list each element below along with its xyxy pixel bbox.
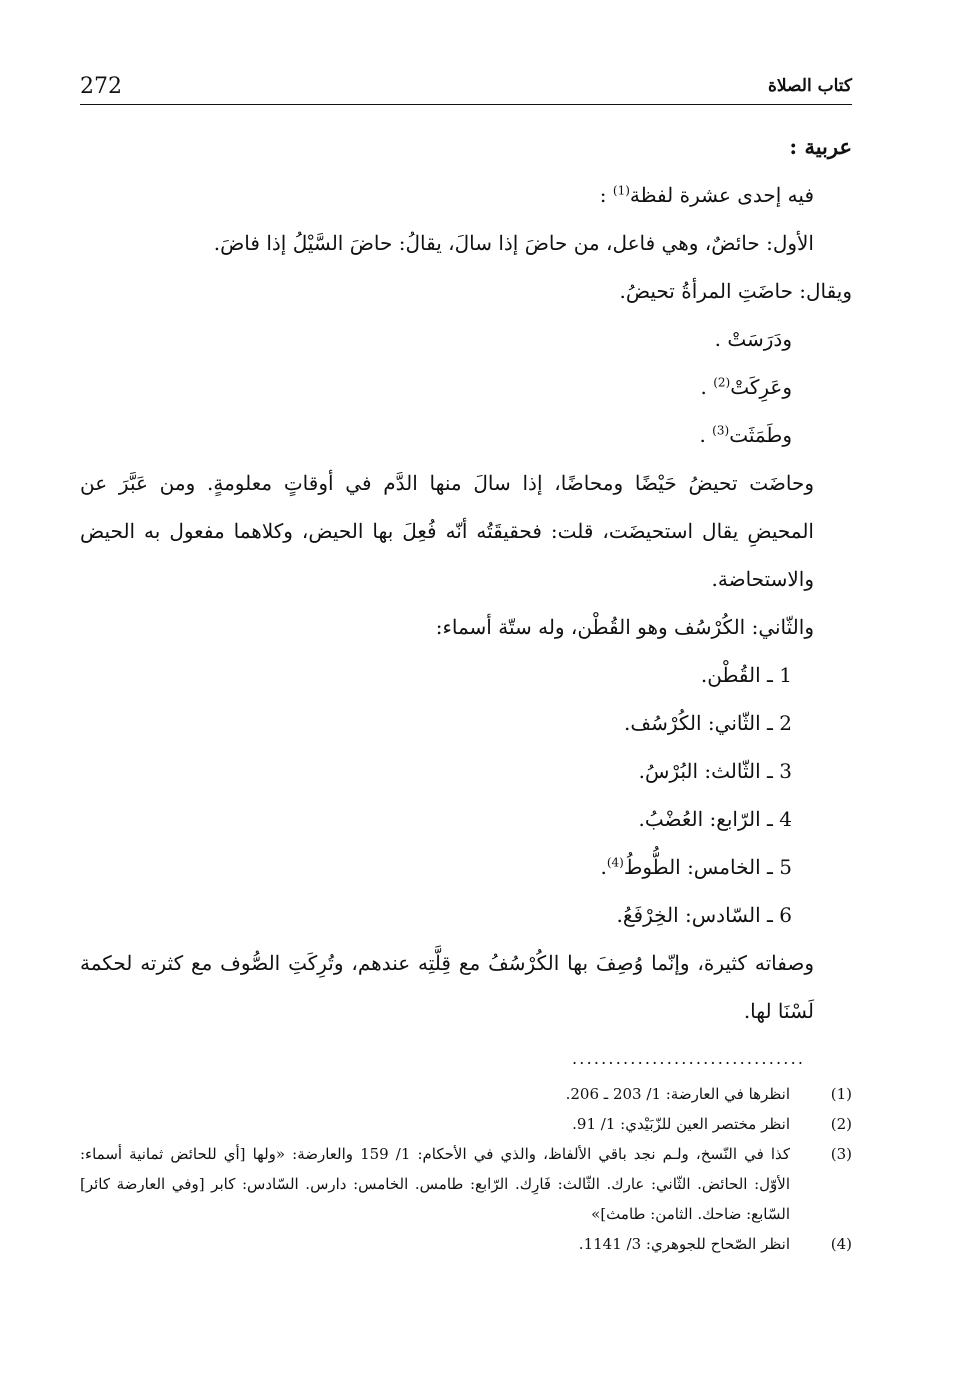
intro-text: فيه إحدى عشرة لفظة [629, 183, 814, 207]
name-item: 6 ـ السّادس: الخِرْفَعُ. [616, 903, 792, 927]
page-number: 272 [80, 74, 122, 99]
verb-end: . [699, 423, 713, 447]
name-number: 2 [779, 711, 792, 735]
name-text: السّادس: الخِرْفَعُ [622, 903, 761, 927]
name-end: . [638, 759, 645, 783]
footnote-text: كذا في النّسخ، ولـم نجد باقي الألفاظ، والذي في الأحكام: 1/ 159 والعارضة: «ولها [أي للحائض ثمانية أسماء: الأوّل: الحائض. الثّاني: عارك. الثّالث: فَارِك. الرّابع: طامس. الخامس: دارس. السّادس: كابر [وفي العارضة كائر] السّابع: ضاحك. الثامن: طامث]» [80, 1145, 791, 1223]
name-number: 5 [779, 855, 792, 879]
name-end: . [624, 711, 631, 735]
verb-item [80, 315, 852, 363]
intro-line [80, 171, 852, 219]
footnote-ref-2: (2) [713, 375, 731, 390]
footnote-number: (2) [830, 1115, 852, 1133]
verb-end: . [700, 375, 714, 399]
name-item: 1 ـ القُطْن. [700, 663, 792, 687]
footnote-number: (4) [830, 1235, 852, 1253]
footnote-ref-1: (1) [612, 183, 630, 198]
footnote [80, 1229, 852, 1259]
name-number: 6 [779, 903, 792, 927]
name-end: . [616, 903, 623, 927]
name-text: الرّابع: العُضْبُ [644, 807, 761, 831]
name-number: 3 [779, 759, 792, 783]
name-item: 5 ـ الخامس: الطُّوطُ$^{(4)}$. [600, 855, 792, 879]
intro-suffix: : [599, 183, 613, 207]
name-end: . [638, 807, 645, 831]
verb-item [80, 363, 852, 411]
footnote-number: (1) [830, 1085, 852, 1103]
footnote-separator: ................................ [572, 1049, 806, 1068]
footnote-ref-4: (4) [606, 855, 624, 870]
verb-text: ودَرَسَتْ [727, 327, 792, 351]
section-heading: عربية : [789, 134, 852, 159]
name-text: الخامس: الطُّوطُ [623, 855, 761, 879]
name-end: . [600, 855, 607, 879]
name-item: 2 ـ الثّاني: الكُرْسُف. [624, 711, 792, 735]
footnotes [80, 1079, 852, 1259]
running-title: كتاب الصلاة [767, 76, 852, 96]
haid-paragraph: وحاضَت تحيضُ حَيْضًا ومحاضًا، إذا سالَ منها الدَّم في أوقاتٍ معلومةٍ. ومن عَبَّرَ عن المحيضِ يقال استحيضَت، قلت: فحقيقَتُه أنّه فُعِلَ بها الحيض، وكلاهما مفعول به الحيض والاستحاضة. [80, 471, 814, 591]
name-item: 4 ـ الرّابع: العُضْبُ. [638, 807, 792, 831]
verb-item [80, 411, 852, 459]
second-term-paragraph: والثّاني: الكُرْسُف وهو القُطْن، وله ستّة أسماء: [435, 615, 814, 639]
footnote-ref-3: (3) [712, 423, 730, 438]
footnote-number: (3) [830, 1145, 852, 1163]
verb-text: وعَرِكَتْ [730, 375, 792, 399]
first-term-paragraph: الأول: حائضٌ، وهي فاعل، من حاضَ إذا سالَ، يقالُ: حاضَ السَّيْلُ إذا فاضَ. [213, 231, 814, 255]
book-page [80, 64, 852, 1259]
name-text: القُطْن [707, 663, 761, 687]
verb-end: . [714, 327, 728, 351]
name-text: الثّاني: الكُرْسُف [630, 711, 761, 735]
footnote [80, 1139, 852, 1229]
verb-text: وطَمَثَت [729, 423, 792, 447]
closing-paragraph: وصفاته كثيرة، وإنّما وُصِفَ بها الكُرْسُفُ مع قِلَّتِه عندهم، وتُرِكَتِ الصُّوف مع كثرته لحكمة لَسْنَا لها. [80, 951, 814, 1023]
footnote-text: انظر مختصر العين للزّبَيْدي: 1/ 91. [572, 1115, 790, 1133]
name-text: الثّالث: البُرْسُ [644, 759, 761, 783]
name-end: . [700, 663, 708, 687]
footnote [80, 1109, 852, 1139]
main-text [80, 123, 852, 1035]
page-header [80, 64, 852, 105]
footnote-text: انظر الصّحاح للجوهري: 3/ 1141. [578, 1235, 790, 1253]
name-number: 4 [779, 807, 792, 831]
first-term-continuation: ويقال: حاضَتِ المرأةُ تحيضُ. [619, 279, 852, 303]
name-number: 1 [779, 663, 792, 687]
name-item: 3 ـ الثّالث: البُرْسُ. [638, 759, 792, 783]
footnote-text: انظرها في العارضة: 1/ 203 ـ 206. [565, 1085, 790, 1103]
footnote [80, 1079, 852, 1109]
